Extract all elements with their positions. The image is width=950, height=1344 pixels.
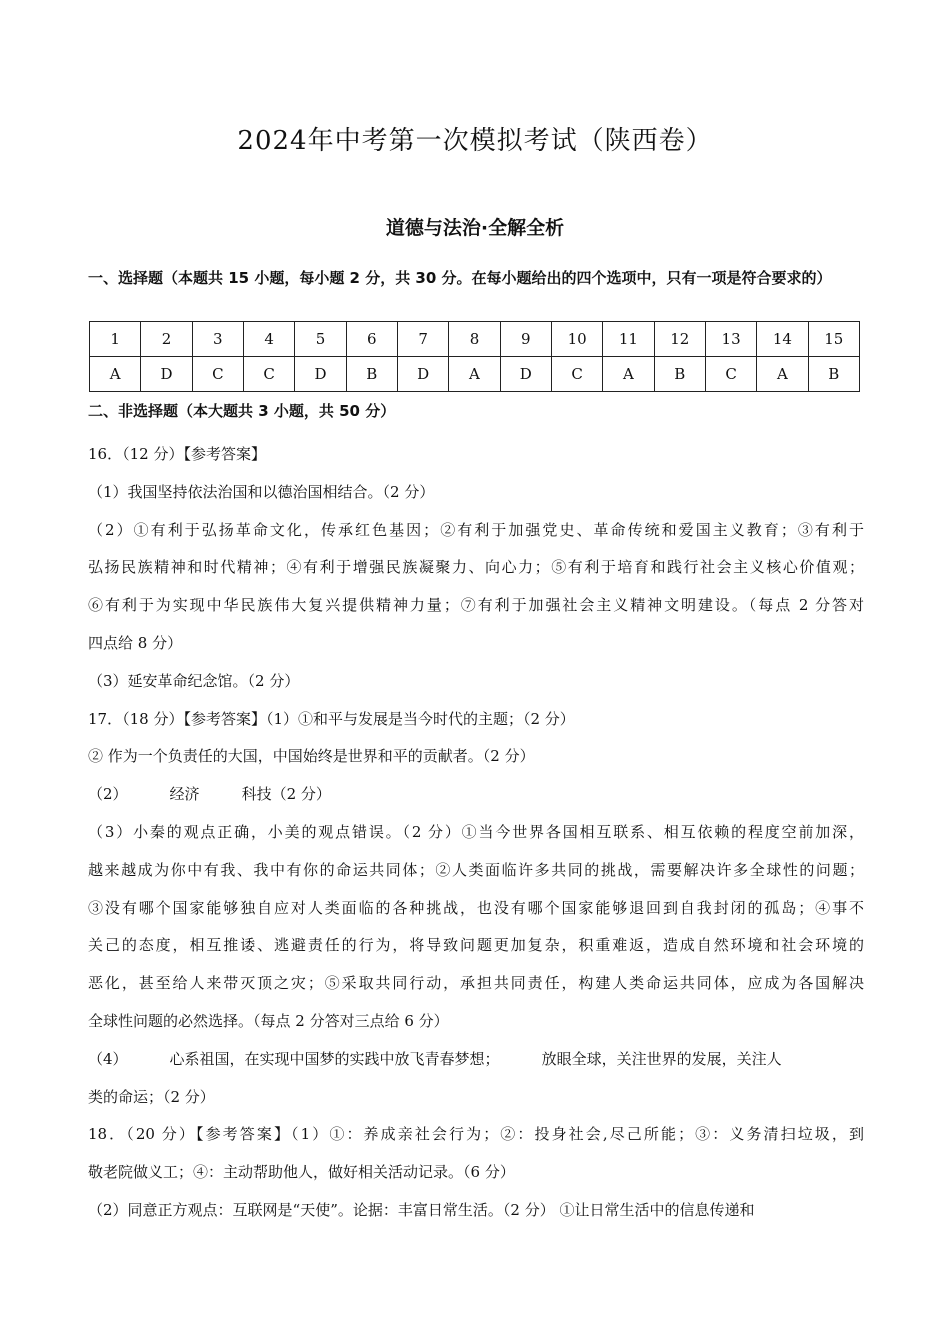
question-number-cell: 6 [346,322,397,357]
answer-cell: A [90,357,141,392]
text-line: 18．（20 分）【参考答案】（1）①：养成亲社会行为；②：投身社会,尽己所能；③：义务清扫垃圾，到 [88,1125,864,1144]
section-2-heading: 二、非选择题（本大题共 3 小题，共 50 分） [88,402,396,420]
answer-cell: C [705,357,756,392]
page-title: 2024年中考第一次模拟考试（陕西卷） [237,126,713,156]
text-line: 敬老院做义工；④：主动帮助他人，做好相关活动记录。（6 分） [88,1163,515,1182]
text-line: 弘扬民族精神和时代精神；④有利于增强民族凝聚力、向心力；⑤有利于培育和践行社会主义核心价值观； [88,558,864,577]
text-line: ② 作为一个负责任的大国，中国始终是世界和平的贡献者。（2 分） [88,747,535,766]
answer-cell: B [808,357,859,392]
question-number-cell: 11 [603,322,654,357]
question-number-cell: 15 [808,322,859,357]
text-line: （2）①有利于弘扬革命文化，传承红色基因；②有利于加强党史、革命传统和爱国主义教育；③有利于 [88,520,864,539]
q17-part4-line [88,1041,864,1079]
text-line: （2）同意正方观点：互联网是“天使”。论据：丰富日常生活。（2 分） ①让日常生活中的信息传递和 [88,1200,755,1219]
q17-part4-answer-a: 心系祖国，在实现中国梦的实践中放飞青春梦想； [169,1049,500,1068]
question-number-cell: 4 [243,322,294,357]
answer-cell: C [243,357,294,392]
text-line: 16．（12 分）【参考答案】 [88,445,266,463]
question-number-cell: 7 [397,322,448,357]
q17-part4-label: （4） [88,1049,128,1068]
answer-cell: A [757,357,808,392]
text-line: 四点给 8 分） [88,633,183,652]
q17-part2-label: （2） [88,785,128,804]
page-subtitle: 道德与法治·全解全析 [385,217,565,239]
answer-cell: C [192,357,243,392]
question-number-cell: 10 [551,322,602,357]
answer-cell: D [500,357,551,392]
q17-part2-line [88,776,864,814]
answer-cell: B [654,357,705,392]
question-number-cell: 3 [192,322,243,357]
question-number-cell: 14 [757,322,808,357]
q17-part4-answer-b: 放眼全球，关注世界的发展，关注人 [541,1049,782,1068]
section-2-body [88,436,864,1230]
text-line: 类的命运；（2 分） [88,1087,215,1106]
question-number-cell: 13 [705,322,756,357]
answer-cell: D [397,357,448,392]
answer-cell: A [603,357,654,392]
text-line: ⑥有利于为实现中华民族伟大复兴提供精神力量；⑦有利于加强社会主义精神文明建设。（每点 2 分答对 [88,596,864,615]
question-number-cell: 2 [141,322,192,357]
text-line: （3）小秦的观点正确，小美的观点错误。（2 分）①当今世界各国相互联系、相互依赖的程度空前加深， [88,822,864,841]
text-line: 17．（18 分）【参考答案】（1）①和平与发展是当今时代的主题；（2 分） [88,709,575,728]
text-line: （1）我国坚持依法治国和以德治国相结合。（2 分） [88,482,435,501]
q17-part2-answer-b: 科技（2 分） [241,785,331,804]
answer-cell: D [295,357,346,392]
text-line: 全球性问题的必然选择。（每点 2 分答对三点给 6 分） [88,1011,449,1030]
question-number-cell: 1 [90,322,141,357]
answer-cell: C [551,357,602,392]
answer-cell: B [346,357,397,392]
answer-table [89,321,860,392]
answer-table-answer-row [90,357,860,392]
text-line: （3）延安革命纪念馆。（2 分） [88,671,300,690]
text-line: 越来越成为你中有我、我中有你的命运共同体；②人类面临许多共同的挑战，需要解决许多全球性的问题； [88,860,864,879]
text-line: 关己的态度，相互推诿、逃避责任的行为，将导致问题更加复杂，积重难返，造成自然环境和社会环境的 [88,936,864,955]
question-number-cell: 12 [654,322,705,357]
section-1-heading: 一、选择题（本题共 15 小题，每小题 2 分，共 30 分。在每小题给出的四个选项中，只有一项是符合要求的） [88,269,832,287]
answer-table-number-row [90,322,860,357]
q17-part2-answer-a: 经济 [169,785,200,804]
question-number-cell: 9 [500,322,551,357]
question-number-cell: 8 [449,322,500,357]
text-line: 恶化，甚至给人来带灭顶之灾；⑤采取共同行动，承担共同责任，构建人类命运共同体，应成为各国解决 [88,974,864,993]
answer-cell: D [141,357,192,392]
text-line: ③没有哪个国家能够独自应对人类面临的各种挑战，也没有哪个国家能够退回到自我封闭的孤岛；④事不 [88,898,864,917]
question-number-cell: 5 [295,322,346,357]
answer-cell: A [449,357,500,392]
